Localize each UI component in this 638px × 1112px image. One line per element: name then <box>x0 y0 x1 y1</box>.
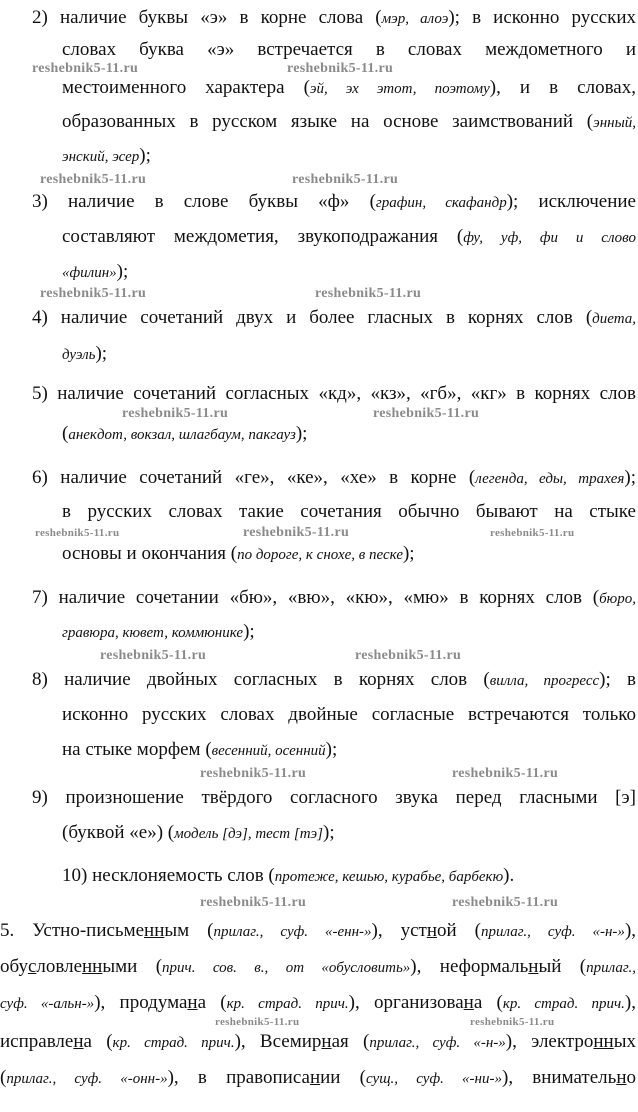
watermark: reshebnik5-11.ru <box>452 766 559 781</box>
text-line <box>62 424 307 444</box>
text-segment: ых <box>613 1031 636 1052</box>
text-segment: ); <box>323 822 335 843</box>
watermark: reshebnik5-11.ru <box>35 527 120 539</box>
example-text: эй, эх этот, поэтому <box>309 81 490 97</box>
example-text: кр. страд. прич. <box>112 1035 235 1051</box>
text-segment: ыми ( <box>102 956 163 977</box>
text-segment: местоименного характера ( <box>62 77 310 98</box>
underlined-letter: н <box>616 1067 627 1088</box>
text-segment: а ( <box>197 992 227 1013</box>
example-text: прич. сов. в., от «обусловить» <box>162 960 411 976</box>
example-text: по дороге, к снохе, в песке <box>237 547 403 563</box>
example-text: кр. страд. прич. <box>226 996 349 1012</box>
text-segment: ); в исконно русских <box>448 7 637 28</box>
example-text: дуэль <box>62 347 96 363</box>
text-line <box>62 227 636 247</box>
text-segment: 5) наличие сочетаний согласных «кд», «кз», «гб», «кг» в корнях слов <box>32 383 636 404</box>
watermark: reshebnik5-11.ru <box>373 406 480 421</box>
text-segment: ии ( <box>320 1067 366 1088</box>
example-text: протеже, кешью, курабье, барбекю <box>274 869 504 885</box>
example-text: «филин» <box>62 265 117 281</box>
text-segment: обу <box>0 956 28 977</box>
example-text: модель [дэ], тест [тэ] <box>174 826 323 842</box>
text-line <box>0 1068 636 1088</box>
text-line <box>62 502 636 522</box>
text-segment: основы и окончания ( <box>62 543 238 564</box>
text-line <box>62 823 335 843</box>
text-segment: 8) наличие двойных согласных в корнях слов ( <box>32 669 490 690</box>
text-segment: ), <box>624 992 636 1013</box>
text-line <box>0 993 636 1013</box>
watermark: reshebnik5-11.ru <box>200 895 307 910</box>
text-segment: 3) наличие в слове буквы «ф» ( <box>32 191 376 212</box>
text-segment: ); <box>116 261 129 282</box>
underlined-letter: нн <box>144 920 165 941</box>
text-segment: ); <box>624 467 636 488</box>
example-text: энский, эсер <box>62 149 140 165</box>
text-line <box>0 921 636 941</box>
text-line <box>62 344 107 364</box>
text-segment: 4) наличие сочетаний двух и более гласных в корнях слов ( <box>32 307 593 328</box>
text-segment: ), Всемир <box>234 1031 322 1052</box>
underlined-letter: н <box>528 956 539 977</box>
text-segment: ), <box>624 920 637 941</box>
example-text: энный, <box>593 115 636 131</box>
example-text: бюро, <box>599 591 636 607</box>
example-text: легенда, еды, трахея <box>475 471 625 487</box>
watermark: reshebnik5-11.ru <box>355 648 462 663</box>
text-segment: ый ( <box>538 956 587 977</box>
text-segment: 5. Устно-письме <box>0 920 145 941</box>
text-line <box>62 866 514 886</box>
text-segment: ); в <box>599 669 636 690</box>
underlined-letter: н <box>463 992 474 1013</box>
text-segment: а ( <box>473 992 503 1013</box>
text-segment: ); <box>402 543 415 564</box>
watermark: reshebnik5-11.ru <box>292 172 399 187</box>
watermark: reshebnik5-11.ru <box>470 1016 555 1028</box>
example-text: весенний, осенний <box>211 743 326 759</box>
text-segment: 10) несклоняемость слов ( <box>62 865 275 886</box>
example-text: сущ., суф. «-ни-» <box>366 1071 502 1087</box>
example-text: гравюра, кювет, коммюнике <box>62 625 244 641</box>
text-segment: ), неформаль <box>410 956 529 977</box>
underlined-letter: нн <box>82 956 103 977</box>
text-segment: (буквой «е») ( <box>62 822 175 843</box>
underlined-letter: с <box>27 956 37 977</box>
text-line <box>32 8 636 28</box>
text-line <box>62 622 255 642</box>
example-text: прилаг., суф. «-н-» <box>481 924 625 940</box>
text-segment: 7) наличие сочетании «бю», «вю», «кю», «мю» в корнях слов ( <box>32 587 600 608</box>
example-text: прилаг., суф. «-н-» <box>369 1035 506 1051</box>
text-line <box>62 740 337 760</box>
watermark: reshebnik5-11.ru <box>40 286 147 301</box>
example-text: фу, уф, фи и слово <box>463 230 636 246</box>
text-segment: ), продума <box>94 992 188 1013</box>
example-text: мэр, алоэ <box>381 11 449 27</box>
text-segment: ой ( <box>437 920 482 941</box>
text-segment: ловле <box>36 956 83 977</box>
text-line <box>62 544 415 564</box>
text-line <box>0 1032 636 1052</box>
text-segment: ); <box>295 423 308 444</box>
text-line <box>62 112 636 132</box>
text-segment: ая ( <box>331 1031 370 1052</box>
underlined-letter: н <box>426 920 438 941</box>
text-line <box>32 588 636 608</box>
text-line <box>0 957 636 977</box>
text-segment: ); <box>95 343 108 364</box>
watermark: reshebnik5-11.ru <box>452 895 559 910</box>
text-segment: ), вниматель <box>502 1067 617 1088</box>
text-segment: 6) наличие сочетаний «ге», «ке», «хе» в корне ( <box>32 467 476 488</box>
example-text: диета, <box>592 311 636 327</box>
text-segment: исправле <box>0 1031 74 1052</box>
example-text: прилаг., суф. «-енн-» <box>213 924 372 940</box>
underlined-letter: н <box>309 1067 321 1088</box>
example-text: графин, скафандр <box>375 195 507 211</box>
watermark: reshebnik5-11.ru <box>215 1016 300 1028</box>
text-line <box>32 384 636 404</box>
watermark: reshebnik5-11.ru <box>287 61 394 76</box>
text-segment: ); <box>325 739 338 760</box>
text-segment: а ( <box>83 1031 113 1052</box>
text-segment: ), и в словах, <box>489 77 636 98</box>
example-text: кр. страд. прич. <box>502 996 625 1012</box>
example-text: прилаг., суф. «-онн-» <box>6 1071 168 1087</box>
text-line <box>32 468 636 488</box>
watermark: reshebnik5-11.ru <box>315 286 422 301</box>
text-line <box>62 78 636 98</box>
text-segment: на стыке морфем ( <box>62 739 212 760</box>
text-line <box>62 262 128 282</box>
text-segment: о <box>626 1067 636 1088</box>
text-segment: ), уст <box>371 920 427 941</box>
text-segment: образованных в русском языке на основе заимствований ( <box>62 111 594 132</box>
text-line <box>32 308 636 328</box>
watermark: reshebnik5-11.ru <box>122 406 229 421</box>
text-segment: составляют междометия, звукоподражания ( <box>62 226 464 247</box>
example-text: прилаг., <box>586 960 637 976</box>
text-segment: ( <box>0 1067 7 1088</box>
text-segment: ( <box>62 423 69 444</box>
example-text: вилла, прогресс <box>489 673 600 689</box>
text-segment: 2) наличие буквы «э» в корне слова ( <box>32 7 382 28</box>
underlined-letter: н <box>73 1031 84 1052</box>
example-text: анекдот, вокзал, шлагбаум, пакгауз <box>68 427 296 443</box>
text-segment: 9) произношение твёрдого согласного звука перед гласными [э] <box>32 787 636 808</box>
text-line <box>32 192 636 212</box>
underlined-letter: нн <box>593 1031 614 1052</box>
text-segment: ), организова <box>348 992 464 1013</box>
text-line <box>32 670 636 690</box>
watermark: reshebnik5-11.ru <box>490 527 575 539</box>
watermark: reshebnik5-11.ru <box>100 648 207 663</box>
text-segment: исконно русских словах двойные согласные встречаются только <box>62 704 636 725</box>
text-segment: ). <box>503 865 515 886</box>
watermark: reshebnik5-11.ru <box>40 172 147 187</box>
text-segment: ); исключение <box>506 191 636 212</box>
watermark: reshebnik5-11.ru <box>243 525 350 540</box>
text-line <box>62 40 636 60</box>
text-segment: ым ( <box>164 920 214 941</box>
text-line <box>32 788 636 808</box>
text-segment: словах буква «э» встречается в словах междометного и <box>62 39 636 60</box>
example-text: суф. «-альн-» <box>0 996 95 1012</box>
text-segment: ), электро <box>505 1031 594 1052</box>
text-segment: в русских словах такие сочетания обычно бывают на стыке <box>62 501 636 522</box>
text-segment: ); <box>139 145 151 166</box>
text-line <box>62 705 636 725</box>
watermark: reshebnik5-11.ru <box>200 766 307 781</box>
text-segment: ); <box>243 621 255 642</box>
underlined-letter: н <box>187 992 198 1013</box>
text-line <box>62 146 151 166</box>
watermark: reshebnik5-11.ru <box>32 61 139 76</box>
text-segment: ), в правописа <box>167 1067 310 1088</box>
underlined-letter: н <box>321 1031 332 1052</box>
